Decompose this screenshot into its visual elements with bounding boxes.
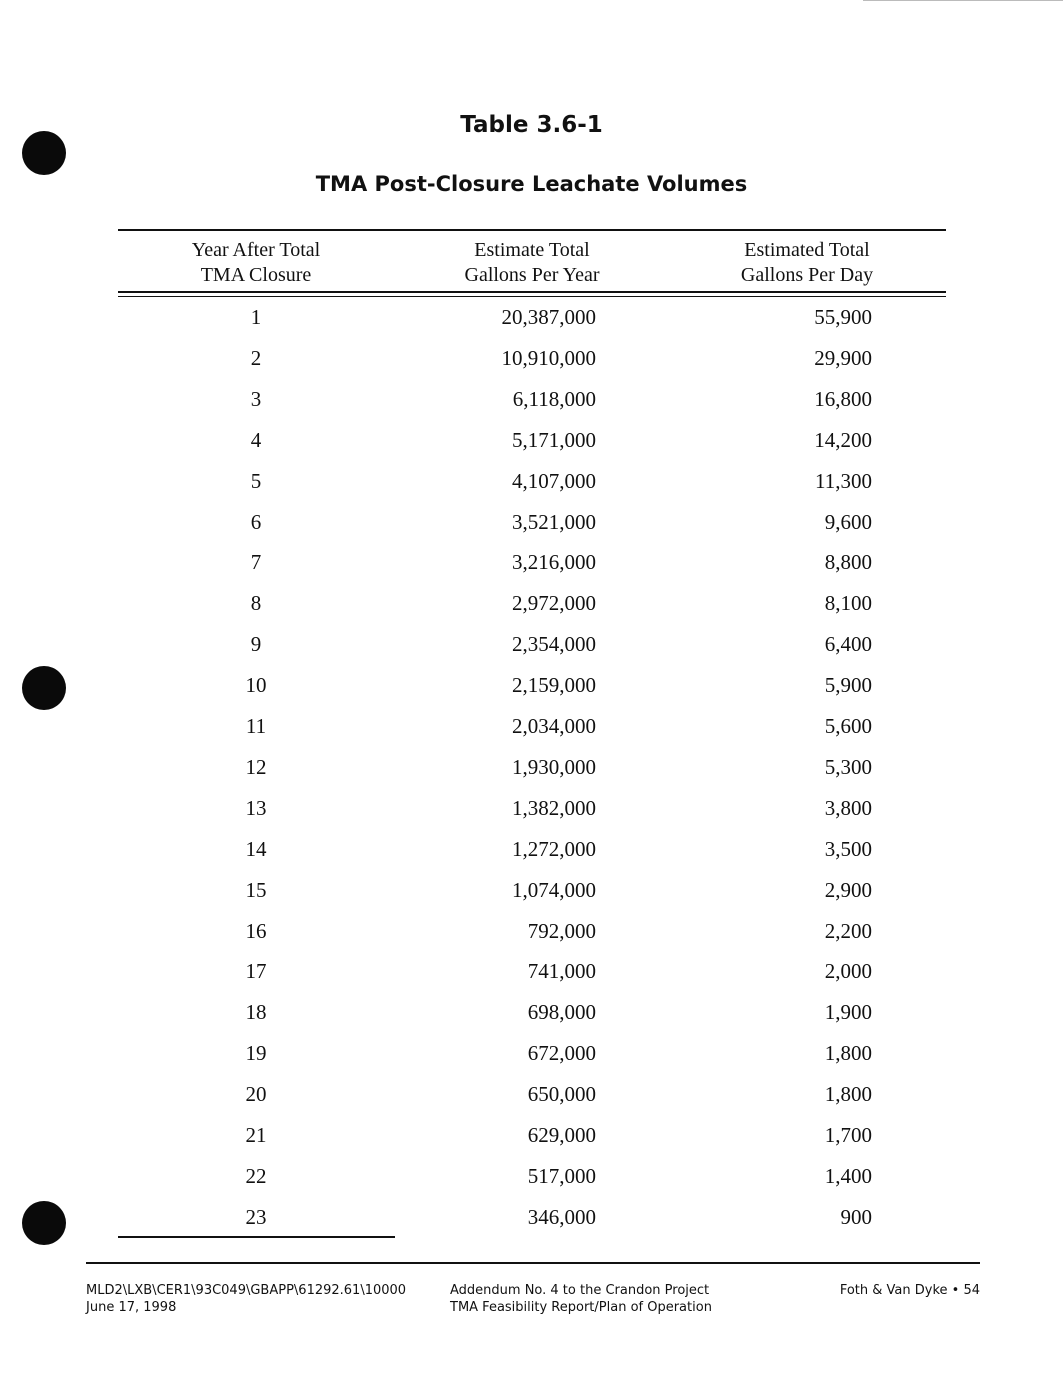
table-row bbox=[0, 673, 1063, 714]
cell-gallons-per-day: 8,800 bbox=[824, 550, 872, 575]
table-caption: TMA Post-Closure Leachate Volumes bbox=[315, 172, 748, 196]
column-header-gallons-per-day bbox=[677, 238, 937, 288]
table-end-rule bbox=[118, 1236, 395, 1238]
table-row bbox=[0, 837, 1063, 878]
table-row bbox=[0, 1082, 1063, 1123]
table-row bbox=[0, 714, 1063, 755]
cell-gallons-per-year: 672,000 bbox=[527, 1041, 596, 1066]
header-line: Gallons Per Day bbox=[740, 264, 874, 286]
column-header-gallons-per-year bbox=[402, 238, 662, 288]
cell-gallons-per-year: 741,000 bbox=[527, 959, 596, 984]
cell-year: 18 bbox=[245, 1000, 267, 1025]
cell-year: 5 bbox=[250, 468, 262, 493]
table-row bbox=[0, 387, 1063, 428]
table-row bbox=[0, 550, 1063, 591]
cell-gallons-per-year: 6,118,000 bbox=[512, 386, 596, 411]
table-row bbox=[0, 1205, 1063, 1246]
cell-gallons-per-day: 2,200 bbox=[824, 918, 872, 943]
cell-year: 1 bbox=[250, 305, 262, 329]
scan-edge-line bbox=[863, 0, 1063, 1]
cell-year: 20 bbox=[245, 1082, 267, 1107]
cell-gallons-per-year: 4,107,000 bbox=[512, 468, 596, 493]
cell-year: 12 bbox=[245, 754, 267, 779]
footer-rule bbox=[86, 1262, 980, 1264]
table-row bbox=[0, 632, 1063, 673]
header-line: Estimated Total bbox=[744, 239, 870, 261]
table-row bbox=[0, 919, 1063, 960]
column-header-year bbox=[126, 238, 386, 288]
cell-year: 11 bbox=[245, 714, 267, 738]
cell-gallons-per-year: 2,159,000 bbox=[512, 673, 596, 698]
table-row bbox=[0, 346, 1063, 387]
cell-gallons-per-day: 14,200 bbox=[814, 427, 872, 452]
table-row bbox=[0, 305, 1063, 346]
cell-gallons-per-year: 650,000 bbox=[527, 1082, 596, 1107]
cell-year: 13 bbox=[245, 795, 267, 820]
footer-file-info bbox=[86, 1282, 406, 1316]
table-number: Table 3.6-1 bbox=[460, 112, 603, 138]
cell-year: 21 bbox=[245, 1123, 267, 1147]
cell-year: 3 bbox=[250, 386, 262, 411]
cell-gallons-per-day: 1,400 bbox=[824, 1163, 872, 1188]
cell-year: 7 bbox=[250, 550, 262, 575]
cell-gallons-per-year: 517,000 bbox=[527, 1163, 596, 1188]
cell-year: 6 bbox=[250, 509, 262, 534]
cell-gallons-per-day: 6,400 bbox=[824, 632, 872, 657]
header-line: Gallons Per Year bbox=[464, 264, 600, 286]
cell-year: 16 bbox=[245, 918, 267, 943]
cell-gallons-per-day: 16,800 bbox=[814, 386, 872, 411]
cell-gallons-per-day: 3,800 bbox=[824, 795, 872, 820]
footer-company: Foth & Van Dyke • 54 bbox=[839, 1283, 980, 1298]
table-row bbox=[0, 591, 1063, 632]
cell-gallons-per-day: 5,600 bbox=[824, 714, 872, 738]
footer-document-title bbox=[450, 1282, 712, 1316]
cell-gallons-per-day: 5,300 bbox=[824, 754, 872, 779]
cell-gallons-per-year: 5,171,000 bbox=[512, 427, 596, 452]
table-row bbox=[0, 959, 1063, 1000]
cell-gallons-per-day: 2,900 bbox=[824, 877, 872, 902]
cell-gallons-per-year: 1,074,000 bbox=[512, 877, 596, 902]
cell-gallons-per-year: 1,930,000 bbox=[512, 754, 596, 779]
table-row bbox=[0, 1000, 1063, 1041]
cell-gallons-per-day: 55,900 bbox=[814, 305, 872, 329]
cell-gallons-per-day: 9,600 bbox=[824, 509, 872, 534]
table-row bbox=[0, 1164, 1063, 1205]
cell-gallons-per-day: 2,000 bbox=[824, 959, 872, 984]
cell-year: 15 bbox=[245, 877, 267, 902]
table-row bbox=[0, 755, 1063, 796]
table-row bbox=[0, 1123, 1063, 1164]
cell-gallons-per-year: 10,910,000 bbox=[501, 345, 596, 370]
cell-gallons-per-day: 3,500 bbox=[824, 836, 872, 861]
cell-year: 23 bbox=[245, 1204, 267, 1229]
cell-year: 8 bbox=[250, 591, 262, 616]
table-row bbox=[0, 469, 1063, 510]
cell-gallons-per-year: 1,382,000 bbox=[512, 795, 596, 820]
cell-gallons-per-day: 8,100 bbox=[824, 591, 872, 616]
cell-gallons-per-year: 698,000 bbox=[527, 1000, 596, 1025]
table-row bbox=[0, 796, 1063, 837]
cell-gallons-per-day: 900 bbox=[840, 1204, 872, 1229]
cell-gallons-per-year: 3,216,000 bbox=[512, 550, 596, 575]
cell-gallons-per-year: 2,972,000 bbox=[512, 591, 596, 616]
footer-company-page bbox=[780, 1282, 980, 1299]
cell-year: 22 bbox=[245, 1163, 267, 1188]
header-line: TMA Closure bbox=[200, 264, 312, 286]
footer-date: June 17, 1998 bbox=[86, 1300, 177, 1315]
cell-gallons-per-day: 1,800 bbox=[824, 1041, 872, 1066]
cell-gallons-per-year: 3,521,000 bbox=[512, 509, 596, 534]
table-row bbox=[0, 1041, 1063, 1082]
cell-year: 19 bbox=[245, 1041, 267, 1066]
cell-year: 14 bbox=[245, 836, 267, 861]
cell-gallons-per-year: 20,387,000 bbox=[501, 305, 596, 329]
footer-file-path: MLD2\LXB\CER1\93C049\GBAPP\61292.61\10000 bbox=[86, 1283, 407, 1298]
cell-gallons-per-day: 1,800 bbox=[824, 1082, 872, 1107]
header-double-rule-top bbox=[118, 291, 946, 293]
footer-title-line: TMA Feasibility Report/Plan of Operation bbox=[450, 1300, 712, 1315]
cell-gallons-per-day: 5,900 bbox=[824, 673, 872, 698]
table-row bbox=[0, 878, 1063, 919]
cell-gallons-per-year: 1,272,000 bbox=[512, 836, 596, 861]
cell-year: 9 bbox=[250, 632, 262, 657]
cell-gallons-per-day: 11,300 bbox=[815, 468, 872, 493]
footer-title-line: Addendum No. 4 to the Crandon Project bbox=[450, 1283, 710, 1298]
cell-gallons-per-day: 29,900 bbox=[814, 345, 872, 370]
cell-gallons-per-year: 792,000 bbox=[527, 918, 596, 943]
cell-gallons-per-year: 346,000 bbox=[527, 1204, 596, 1229]
cell-gallons-per-year: 2,354,000 bbox=[512, 632, 596, 657]
cell-gallons-per-day: 1,900 bbox=[824, 1000, 872, 1025]
header-line: Estimate Total bbox=[474, 239, 590, 261]
cell-year: 4 bbox=[250, 427, 262, 452]
cell-year: 10 bbox=[245, 673, 267, 698]
table-top-rule bbox=[118, 229, 946, 231]
cell-year: 2 bbox=[250, 345, 262, 370]
header-double-rule-bottom bbox=[118, 296, 946, 297]
cell-gallons-per-year: 629,000 bbox=[527, 1123, 596, 1147]
cell-gallons-per-year: 2,034,000 bbox=[512, 714, 596, 738]
cell-gallons-per-day: 1,700 bbox=[824, 1123, 872, 1147]
table-row bbox=[0, 510, 1063, 551]
header-line: Year After Total bbox=[191, 239, 321, 261]
table-row bbox=[0, 428, 1063, 469]
cell-year: 17 bbox=[245, 959, 267, 984]
